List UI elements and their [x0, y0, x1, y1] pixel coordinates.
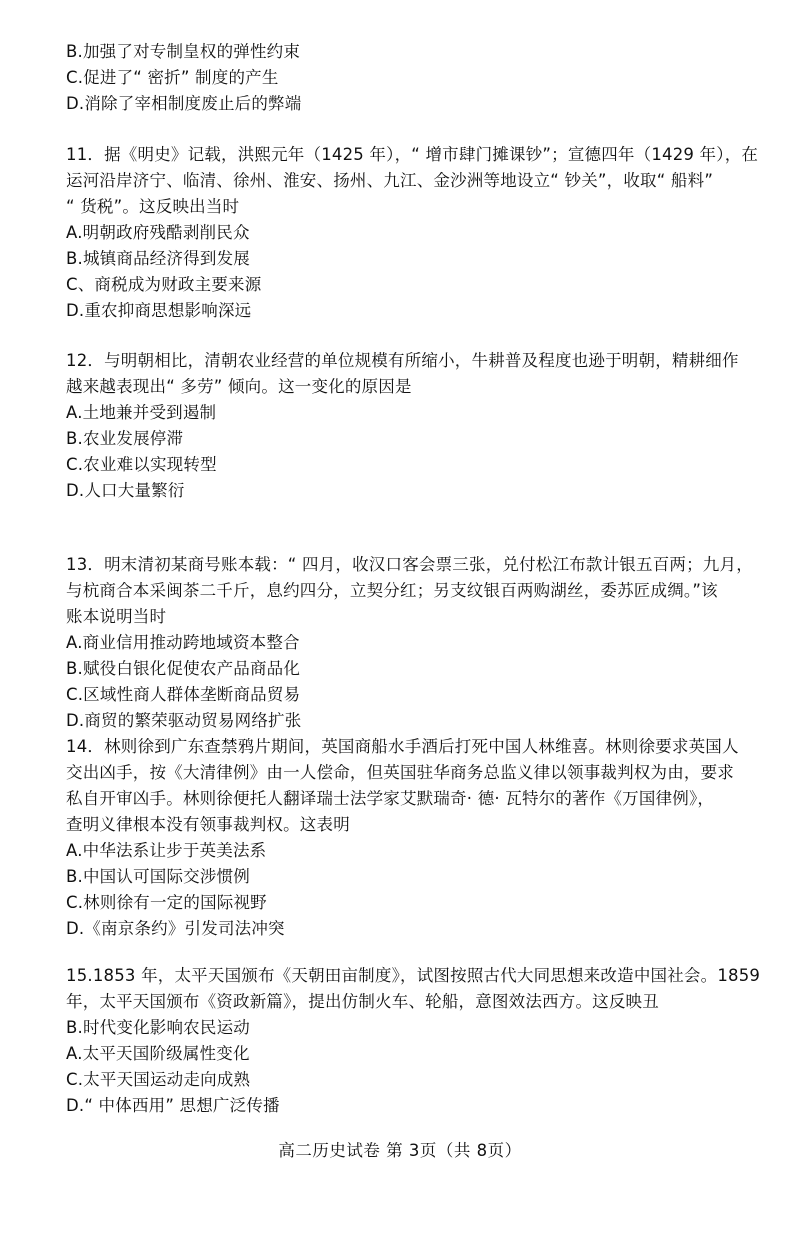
q12-option-b: B.农业发展停滞 [66, 429, 184, 448]
q11-stem-line-1: 11．据《明史》记载，洪熙元年（1425 年），“ 增市肆门摊课钞”；宣德四年（1429 年），在 [66, 145, 759, 164]
q12-stem-line-1: 12．与明朝相比，清朝农业经营的单位规模有所缩小，牛耕普及程度也逊于明朝，精耕细作 [66, 351, 739, 370]
q15-stem-line-1: 15.1853 年，太平天国颁布《天朝田亩制度》，试图按照古代大同思想来改造中国社会。1859 [66, 966, 761, 985]
q10-option-d: D.消除了宰相制度废止后的弊端 [66, 94, 302, 113]
q14-option-d: D.《南京条约》引发司法冲突 [66, 919, 285, 938]
q10-option-c: C.促进了“ 密折” 制度的产生 [66, 68, 279, 87]
q11-option-b: B.城镇商品经济得到发展 [66, 249, 250, 268]
q15-option-d: D.“ 中体西用” 思想广泛传播 [66, 1096, 280, 1115]
q11-option-a: A.明朝政府残酷剥削民众 [66, 223, 250, 242]
q14-stem-line-1: 14．林则徐到广东查禁鸦片期间，英国商船水手酒后打死中国人林维喜。林则徐要求英国人 [66, 737, 739, 756]
q15-option-a: A.太平天国阶级属性变化 [66, 1044, 250, 1063]
q14-option-b: B.中国认可国际交涉惯例 [66, 867, 250, 886]
page-footer: 高二历史试卷 第 3页（共 8页） [278, 1141, 522, 1160]
q12-stem-line-2: 越来越表现出“ 多劳” 倾向。这一变化的原因是 [66, 377, 412, 396]
q13-stem-line-1: 13．明末清初某商号账本载：“ 四月，收汉口客会票三张，兑付松江布款计银五百两；九月， [66, 555, 753, 574]
q11-option-d: D.重农抑商思想影响深远 [66, 301, 252, 320]
q13-option-c: C.区域性商人群体垄断商品贸易 [66, 685, 301, 704]
q14-option-c: C.林则徐有一定的国际视野 [66, 893, 267, 912]
q11-stem-line-2: 运河沿岸济宁、临清、徐州、淮安、扬州、九江、金沙洲等地设立“ 钞关”，收取“ 船料” [66, 171, 714, 190]
q14-option-a: A.中华法系让步于英美法系 [66, 841, 267, 860]
q14-stem-line-3: 私自开审凶手。林则徐便托人翻译瑞士法学家艾默瑞奇· 德· 瓦特尔的著作《万国律例》， [66, 789, 715, 808]
q13-stem-line-3: 账本说明当时 [66, 607, 167, 626]
q11-option-c: C、商税成为财政主要来源 [66, 275, 262, 294]
q12-option-a: A.土地兼并受到遏制 [66, 403, 217, 422]
q13-option-b: B.赋役白银化促使农产品商品化 [66, 659, 301, 678]
q12-option-d: D.人口大量繁衍 [66, 481, 185, 500]
q14-stem-line-2: 交出凶手，按《大清律例》由一人偿命，但英国驻华商务总监义律以领事裁判权为由，要求 [66, 763, 734, 782]
q13-stem-line-2: 与杭商合本采闽茶二千斤，息约四分，立契分红；另支纹银百两购湖丝，委苏匠成绸。”该 [66, 581, 718, 600]
q10-option-b: B.加强了对专制皇权的弹性约束 [66, 42, 301, 61]
q13-option-a: A.商业信用推动跨地域资本整合 [66, 633, 300, 652]
q12-option-c: C.农业难以实现转型 [66, 455, 217, 474]
q15-option-b: B.时代变化影响农民运动 [66, 1018, 250, 1037]
q15-stem-line-2: 年，太平天国颁布《资政新篇》，提出仿制火车、轮船，意图效法西方。这反映丑 [66, 992, 659, 1011]
q15-option-c: C.太平天国运动走向成熟 [66, 1070, 251, 1089]
q14-stem-line-4: 查明义律根本没有领事裁判权。这表明 [66, 815, 350, 834]
q11-stem-line-3: “ 货税”。这反映出当时 [66, 197, 240, 216]
q13-option-d: D.商贸的繁荣驱动贸易网络扩张 [66, 711, 302, 730]
